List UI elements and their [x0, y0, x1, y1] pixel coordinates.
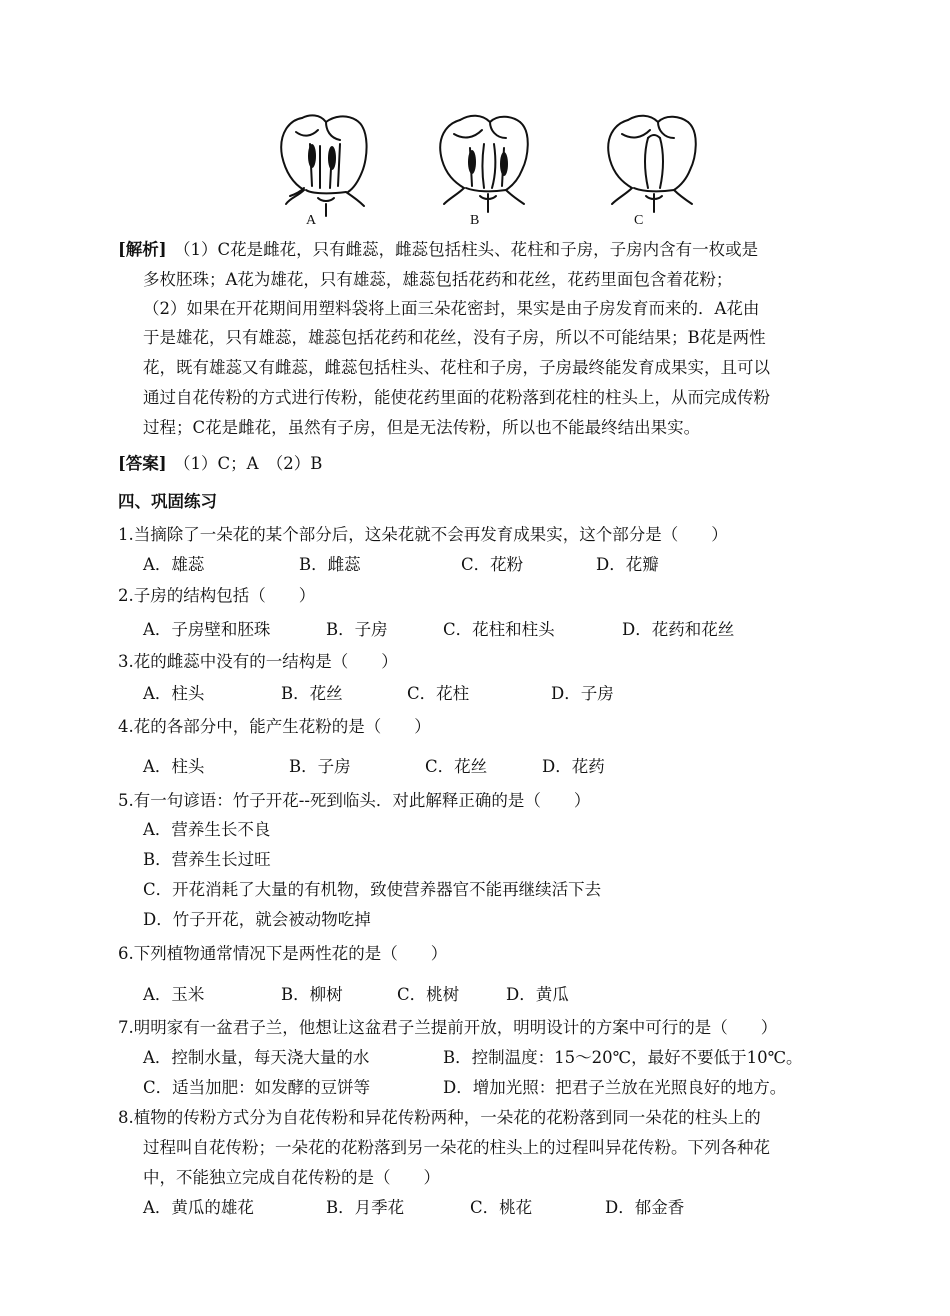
analysis-line-5: 花，既有雄蕊又有雌蕊，雌蕊包括柱头、花柱和子房，子房最终能发育成果实，且可以	[143, 358, 770, 377]
option-d: D．竹子开花，就会被动物吃掉	[143, 910, 371, 929]
option-a: A．柱头	[143, 757, 205, 776]
option-b: B．子房	[289, 757, 351, 776]
analysis-line-1: （1）C花是雌花，只有雌蕊，雌蕊包括柱头、花柱和子房，子房内含有一枚或是	[174, 240, 759, 259]
figure-label-a: A	[306, 213, 317, 228]
analysis-line-7: 过程；C花是雌花，虽然有子房，但是无法传粉，所以也不能最终结出果实。	[143, 418, 701, 437]
option-a: A．雄蕊	[143, 555, 205, 574]
question-stem: 7.明明家有一盆君子兰，他想让这盆君子兰提前开放，明明设计的方案中可行的是（ ）	[118, 1018, 778, 1037]
figure-label-c: C	[634, 213, 644, 228]
analysis-tag: [解析]	[118, 240, 167, 259]
option-b: B．雌蕊	[299, 555, 361, 574]
option-d: D．子房	[551, 684, 614, 703]
option-c: C．花丝	[425, 757, 488, 776]
option-a: A．营养生长不良	[143, 820, 271, 839]
option-c: C．适当加肥：如发酵的豆饼等	[143, 1078, 371, 1097]
option-b: B．花丝	[281, 684, 343, 703]
option-a: A．黄瓜的雄花	[143, 1198, 254, 1217]
figure-label-b: B	[470, 213, 480, 228]
answer-text: （1）C；A （2）B	[174, 454, 323, 473]
option-c: C．桃花	[470, 1198, 533, 1217]
option-d: D．黄瓜	[506, 985, 569, 1004]
option-a: A．子房壁和胚珠	[143, 620, 271, 639]
option-b: B．柳树	[281, 985, 343, 1004]
answer-tag: [答案]	[118, 454, 167, 473]
flower-c-drawing	[608, 116, 696, 212]
section-title: 四、巩固练习	[118, 492, 217, 511]
option-c: C．花柱和柱头	[443, 620, 555, 639]
flower-figure	[240, 108, 710, 233]
option-d: D．花药和花丝	[622, 620, 735, 639]
flower-b-drawing	[440, 116, 528, 212]
option-b: B．子房	[326, 620, 388, 639]
flower-a-drawing	[281, 115, 366, 216]
option-b: B．营养生长过旺	[143, 850, 271, 869]
question-stem: 4.花的各部分中，能产生花粉的是（ ）	[118, 717, 431, 736]
option-c: C．花柱	[407, 684, 470, 703]
question-stem: 2.子房的结构包括（ ）	[118, 586, 316, 605]
analysis-line-3: （2）如果在开花期间用塑料袋将上面三朵花密封，果实是由子房发育而来的．A花由	[143, 299, 760, 318]
option-a: A．玉米	[143, 985, 205, 1004]
option-a: A．控制水量，每天浇大量的水	[143, 1048, 370, 1067]
option-b: B．月季花	[326, 1198, 405, 1217]
option-c: C．花粉	[461, 555, 524, 574]
question-stem: 6.下列植物通常情况下是两性花的是（ ）	[118, 944, 448, 963]
option-a: A．柱头	[143, 684, 205, 703]
analysis-line-2: 多枚胚珠；A花为雄花，只有雄蕊，雄蕊包括花药和花丝，花药里面包含着花粉；	[143, 270, 733, 289]
option-b: B．控制温度：15～20℃，最好不要低于10℃。	[443, 1048, 803, 1067]
option-d: D．增加光照：把君子兰放在光照良好的地方。	[443, 1078, 787, 1097]
analysis-line-6: 通过自花传粉的方式进行传粉，能使花药里面的花粉落到花柱的柱头上，从而完成传粉	[143, 388, 770, 407]
option-c: C．开花消耗了大量的有机物，致使营养器官不能再继续活下去	[143, 880, 602, 899]
question-stem: 1.当摘除了一朵花的某个部分后，这朵花就不会再发育成果实，这个部分是（ ）	[118, 525, 728, 544]
analysis-line-4: 于是雄花，只有雄蕊，雄蕊包括花药和花丝，没有子房，所以不可能结果；B花是两性	[143, 328, 766, 347]
option-c: C．桃树	[397, 985, 460, 1004]
question-stem-continued: 过程叫自花传粉；一朵花的花粉落到另一朵花的柱头上的过程叫异花传粉。下列各种花	[143, 1138, 770, 1157]
option-d: D．花瓣	[596, 555, 659, 574]
option-d: D．花药	[542, 757, 605, 776]
question-stem-continued: 中，不能独立完成自花传粉的是（ ）	[143, 1168, 440, 1187]
option-d: D．郁金香	[605, 1198, 685, 1217]
question-stem: 5.有一句谚语：竹子开花--死到临头．对此解释正确的是（ ）	[118, 791, 591, 810]
question-stem: 8.植物的传粉方式分为自花传粉和异花传粉两种，一朵花的花粉落到同一朵花的柱头上的	[118, 1108, 761, 1127]
question-stem: 3.花的雌蕊中没有的一结构是（ ）	[118, 652, 398, 671]
